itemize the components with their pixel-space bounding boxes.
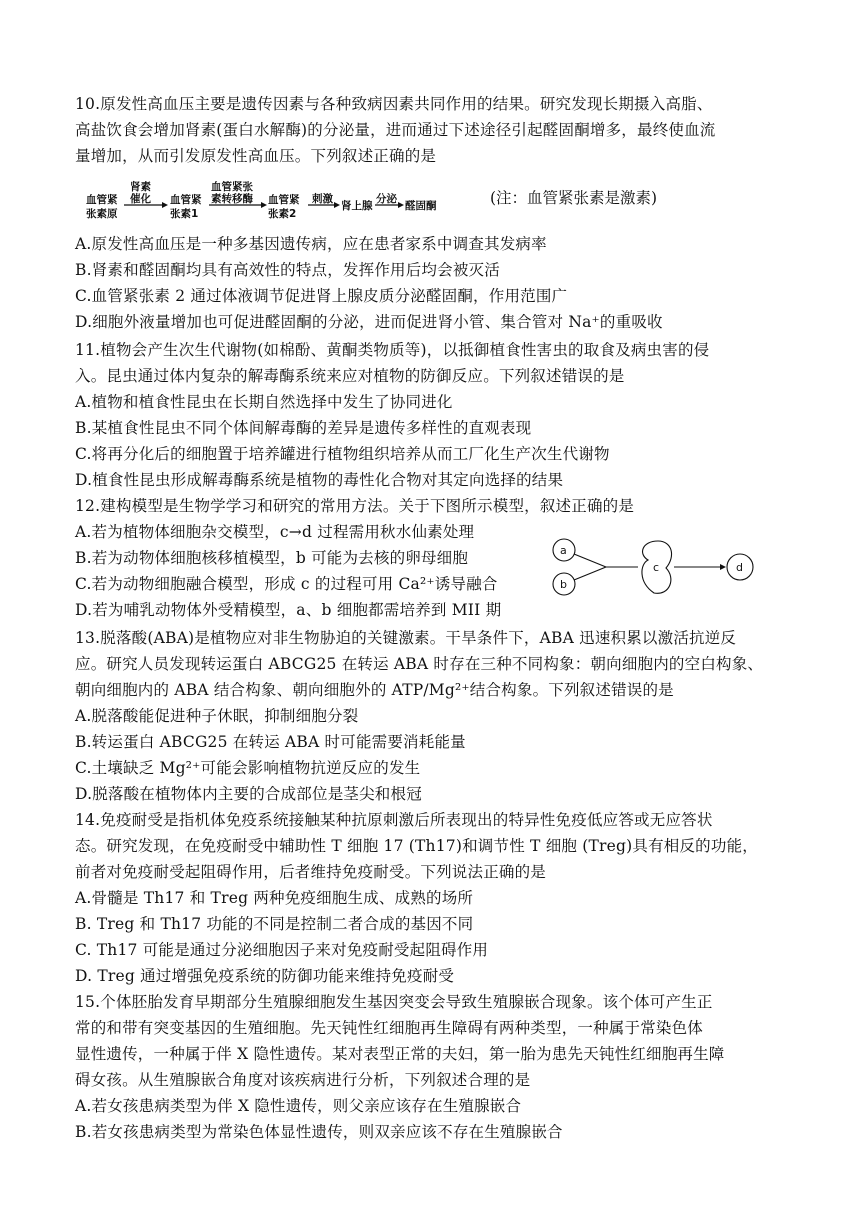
q14-option-a: A.骨髓是 Th17 和 Treg 两种免疫细胞生成、成熟的场所 (75, 889, 474, 907)
q14-stem-line-1: 14.免疫耐受是指机体免疫系统接触某种抗原刺激后所表现出的特异性免疫低应答或无应答状 (75, 811, 713, 829)
arrow-1-label-2: 催化 (130, 193, 151, 205)
q11-stem-line-2: 入。昆虫通过体内复杂的解毒酶系统来应对植物的防御反应。下列叙述错误的是 (75, 367, 625, 385)
q10-option-c: C.血管紧张素 2 通过体液调节促进肾上腺皮质分泌醛固酮，作用范围广 (75, 287, 568, 305)
arrow-c-to-d-head (720, 564, 726, 570)
q10-stem-line-2: 高盐饮食会增加肾素(蛋白水解酶)的分泌量，进而通过下述途径引起醛固酮增多，最终使血流 (75, 121, 716, 139)
q13-stem-line-3: 朝向细胞内的 ABA 结合构象、朝向细胞外的 ATP/Mg²⁺结合构象。下列叙述错误的是 (75, 681, 674, 699)
q15-option-a: A.若女孩患病类型为伴 X 隐性遗传，则父亲应该存在生殖腺嵌合 (75, 1097, 522, 1115)
diagram-note: (注：血管紧张素是激素) (490, 189, 658, 207)
line-b-to-fusion (574, 567, 606, 580)
q14-option-d: D. Treg 通过增强免疫系统的防御功能来维持免疫耐受 (75, 967, 455, 985)
renin-aldosterone-pathway-diagram (86, 180, 846, 224)
arrow-1-head (162, 202, 168, 208)
q12-option-b: B.若为动物体细胞核移植模型，b 可能为去核的卵母细胞 (75, 549, 469, 567)
arrow-4-label: 分泌 (376, 193, 397, 205)
q15-option-b: B.若女孩患病类型为常染色体显性遗传，则双亲应该不存在生殖腺嵌合 (75, 1123, 563, 1141)
q12-stem-line-1: 12.建构模型是生物学学习和研究的常用方法。关于下图所示模型，叙述正确的是 (75, 497, 635, 515)
q15-stem-line-1: 15.个体胚胎发育早期部分生殖腺细胞发生基因突变会导致生殖腺嵌合现象。该个体可产生正 (75, 993, 713, 1011)
cell-fusion-model-diagram (550, 538, 780, 598)
q12-option-c: C.若为动物细胞融合模型，形成 c 的过程可用 Ca²⁺诱导融合 (75, 575, 498, 593)
arrow-2-label-2: 素转移酶 (211, 193, 253, 205)
q13-stem-line-2: 应。研究人员发现转运蛋白 ABCG25 在转运 ABA 时存在三种不同构象：朝向细胞内的空白构象、 (75, 655, 764, 673)
q11-stem-line-1: 11.植物会产生次生代谢物(如棉酚、黄酮类物质等)，以抵御植食性害虫的取食及病虫害的侵 (75, 341, 710, 359)
q13-option-d: D.脱落酸在植物体内主要的合成部位是茎尖和根冠 (75, 785, 422, 803)
arrow-4-head (398, 202, 404, 208)
node-angiotensinogen-1: 血管紧 (86, 194, 118, 206)
q15-stem-line-4: 碍女孩。从生殖腺嵌合角度对该疾病进行分析，下列叙述合理的是 (75, 1071, 531, 1089)
q11-option-b: B.某植食性昆虫不同个体间解毒酶的差异是遗传多样性的直观表现 (75, 419, 532, 437)
node-angiotensinogen-2: 张素原 (86, 208, 118, 220)
arrow-2-head (261, 202, 267, 208)
node-angiotensin1-2: 张素1 (170, 208, 199, 220)
q13-option-a: A.脱落酸能促进种子休眠，抑制细胞分裂 (75, 707, 359, 725)
q15-stem-line-3: 显性遗传，一种属于伴 X 隐性遗传。某对表型正常的夫妇，第一胎为患先天钝性红细胞再生障 (75, 1045, 725, 1063)
q11-option-c: C.将再分化后的细胞置于培养罐进行植物组织培养从而工厂化生产次生代谢物 (75, 445, 610, 463)
q12-option-d: D.若为哺乳动物体外受精模型，a、b 细胞都需培养到 MII 期 (75, 601, 502, 619)
cell-b-label: b (560, 578, 567, 591)
arrow-3-label: 刺激 (312, 193, 333, 205)
q10-option-b: B.肾素和醛固酮均具有高效性的特点，发挥作用后均会被灭活 (75, 261, 500, 279)
node-aldosterone: 醛固酮 (405, 200, 437, 212)
q10-stem-line-3: 量增加，从而引发原发性高血压。下列叙述正确的是 (75, 147, 437, 165)
cell-a-label: a (560, 544, 567, 557)
node-angiotensin2-1: 血管紧 (268, 194, 300, 206)
q14-option-c: C. Th17 可能是通过分泌细胞因子来对免疫耐受起阻碍作用 (75, 941, 489, 959)
q14-option-b: B. Treg 和 Th17 功能的不同是控制二者合成的基因不同 (75, 915, 474, 933)
cell-c-label: c (653, 561, 660, 574)
node-adrenal-gland: 肾上腺 (341, 200, 373, 212)
q11-option-d: D.植食性昆虫形成解毒酶系统是植物的毒性化合物对其定向选择的结果 (75, 471, 564, 489)
q12-option-a: A.若为植物体细胞杂交模型，c→d 过程需用秋水仙素处理 (75, 523, 475, 541)
q15-stem-line-2: 常的和带有突变基因的生殖细胞。先天钝性红细胞再生障碍有两种类型，一种属于常染色体 (75, 1019, 704, 1037)
q11-option-a: A.植物和植食性昆虫在长期自然选择中发生了协同进化 (75, 393, 453, 411)
q10-option-a: A.原发性高血压是一种多基因遗传病，应在患者家系中调查其发病率 (75, 235, 547, 253)
q10-option-d: D.细胞外液量增加也可促进醛固酮的分泌，进而促进肾小管、集合管对 Na⁺的重吸收 (75, 313, 663, 331)
node-angiotensin1-1: 血管紧 (170, 194, 202, 206)
q14-stem-line-3: 前者对免疫耐受起阻碍作用，后者维持免疫耐受。下列说法正确的是 (75, 863, 547, 881)
q13-option-c: C.土壤缺乏 Mg²⁺可能会影响植物抗逆反应的发生 (75, 759, 421, 777)
cell-d-label: d (736, 561, 743, 574)
q13-stem-line-1: 13.脱落酸(ABA)是植物应对非生物胁迫的关键激素。干旱条件下，ABA 迅速积累以激活抗逆反 (75, 629, 737, 647)
q13-option-b: B.转运蛋白 ABCG25 在转运 ABA 时可能需要消耗能量 (75, 733, 466, 751)
q10-stem-line-1: 10.原发性高血压主要是遗传因素与各种致病因素共同作用的结果。研究发现长期摄入高脂、 (75, 95, 713, 113)
arrow-1-label-1: 肾素 (130, 181, 151, 193)
arrow-2-label-1: 血管紧张 (211, 181, 253, 193)
node-angiotensin2-2: 张素2 (268, 208, 297, 220)
q14-stem-line-2: 态。研究发现，在免疫耐受中辅助性 T 细胞 17 (Th17)和调节性 T 细胞 (Treg)具有相反的功能， (75, 837, 758, 855)
arrow-3-head (334, 202, 340, 208)
line-a-to-fusion (574, 554, 606, 567)
